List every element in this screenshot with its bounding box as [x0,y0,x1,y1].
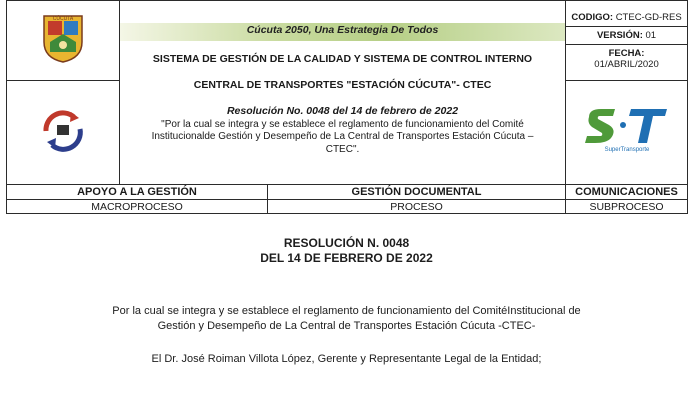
version-label: VERSIÓN: [596,29,643,41]
resolution-purpose [0,304,693,334]
code-label: CODIGO: [571,11,614,23]
code-value: CTEC-GD-RES [615,11,682,23]
city-seal-cell [7,1,120,81]
resolution-heading [0,236,693,266]
slogan-banner [120,23,565,41]
subprocess-title: COMUNICACIONES [566,185,688,200]
resolution-heading-line2: DEL 14 DE FEBRERO DE 2022 [260,251,433,265]
macroprocess-title: APOYO A LA GESTIÓN [7,185,268,200]
macroprocess-label: MACROPROCESO [7,200,268,214]
version-value: 01 [645,29,657,41]
process-label: PROCESO [268,200,566,214]
date-label: FECHA: [608,47,645,59]
header-title-cell [120,1,566,185]
process-title: GESTIÓN DOCUMENTAL [268,185,566,200]
slogan-text: Cúcuta 2050, Una Estrategia De Todos [246,23,439,36]
resolution-heading-line1: RESOLUCIÓN N. 0048 [283,236,410,250]
manager-statement: El Dr. José Roiman Villota López, Gerente y Representante Legal de la Entidad; [151,353,542,365]
city-seal-logo [40,12,86,64]
ctec-logo-cell [7,81,120,185]
entity-title: CENTRAL DE TRANSPORTES "ESTACIÓN CÚCUTA"- CTEC [193,78,492,91]
purpose-line1: Por la cual se integra y se establece el reglamento de funcionamiento del ComitéInstitucional de [112,305,581,317]
supertransporte-logo [583,107,671,153]
ctec-logo [38,107,88,153]
system-title: SISTEMA DE GESTIÓN DE LA CALIDAD Y SISTEMA DE CONTROL INTERNO [152,52,533,65]
resolution-title: Resolución No. 0048 del 14 de febrero de 2022 [226,104,459,117]
svg-text:CÚCUTA: CÚCUTA [52,16,74,22]
purpose-line2: Gestión y Desempeño de La Central de Transportes Estación Cúcuta -CTEC- [157,320,536,332]
date-value: 01/ABRIL/2020 [594,58,659,70]
document-header-table [6,0,688,214]
subprocess-label: SUBPROCESO [566,200,688,214]
resolution-description: "Por la cual se integra y se establece el reglamento de funcionamiento del Comité Institucionalde Gestión y Desempeño de La Central de Transportes Estación Cúcuta – CTEC". [151,118,534,155]
supertransporte-logo-cell [566,81,688,185]
document-code-cell [566,1,688,81]
svg-text:SuperTransporte: SuperTransporte [604,147,649,153]
